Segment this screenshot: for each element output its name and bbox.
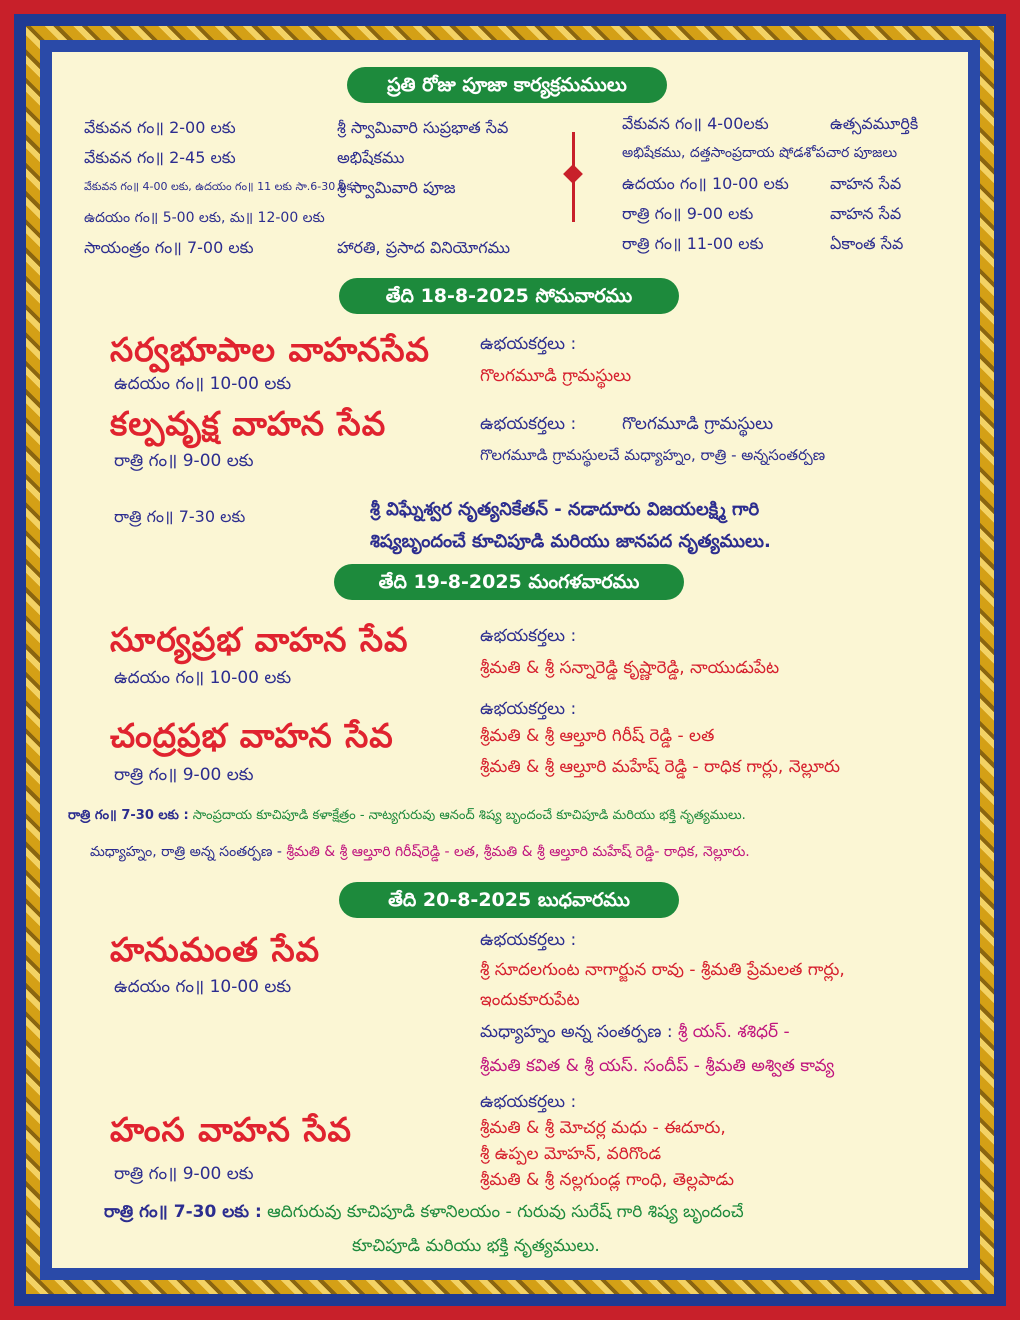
- day2-seva2-sponsor-label: ఉభయకర్తలు :: [480, 699, 577, 719]
- daily-left-time: సాయంత్రం గం॥ 7-00 లకు: [84, 238, 254, 257]
- day2-seva2-title: చంద్రప్రభ వాహన సేవ: [110, 716, 394, 755]
- day1-seva2-note: గొలగమూడి గ్రామస్థులచే మధ్యాహ్నం, రాత్రి - అన్నసంతర్పణ: [480, 446, 826, 464]
- day3-dance-text1: ఆదిగురువు కూచిపూడి కళానిలయం - గురువు సురేష్ గారి శిష్య బృందంచే: [267, 1202, 744, 1222]
- day1-seva1-sponsor-label: ఉభయకర్తలు :: [480, 334, 577, 354]
- day3-anna-label: మధ్యాహ్నం అన్న సంతర్పణ :: [480, 1022, 673, 1042]
- day1-header: తేది 18-8-2025 సోమవారము: [339, 278, 679, 314]
- day1-dance-line2: శిష్యబృందంచే కూచిపూడి మరియు జానపద నృత్యములు.: [370, 531, 771, 552]
- daily-right-event: ఏకాంత సేవ: [830, 234, 904, 253]
- day3-seva1-sponsor-label: ఉభయకర్తలు :: [480, 930, 577, 950]
- daily-right-event: వాహన సేవ: [830, 174, 902, 193]
- day2-seva1-title: సూర్యప్రభ వాహన సేవ: [110, 620, 409, 659]
- daily-right-event: వాహన సేవ: [830, 204, 902, 223]
- day2-anna-text: శ్రీమతి & శ్రీ ఆల్తూరి గిరీష్‌రెడ్డి - లత, శ్రీమతి & శ్రీ ఆల్తూరి మహేష్ రెడ్డి- రాధిక, నెల్లూరు.: [286, 844, 750, 860]
- day3-header: తేది 20-8-2025 బుధవారము: [339, 882, 679, 918]
- daily-left-event: శ్రీ స్వామివారి పూజ: [337, 178, 456, 197]
- daily-right-time: రాత్రి గం॥ 9-00 లకు: [622, 204, 754, 223]
- day3-seva2-sponsor2: శ్రీ ఉప్పల మోహన్, వరిగొండ: [480, 1144, 662, 1164]
- paper: [52, 52, 968, 1268]
- daily-left-time: ఉదయం గం॥ 5-00 లకు, మ॥ 12-00 లకు: [84, 210, 325, 226]
- day2-anna-label: మధ్యాహ్నం, రాత్రి అన్న సంతర్పణ -: [90, 844, 282, 860]
- daily-right-time: రాత్రి గం॥ 11-00 లకు: [622, 234, 764, 253]
- daily-right-time: వేకువన గం॥ 4-00లకు: [622, 114, 769, 133]
- day3-dance-line1: [104, 1202, 744, 1226]
- day3-seva1-sponsor2: ఇందుకూరుపేట: [480, 990, 580, 1010]
- day1-seva2-title: కల్పవృక్ష వాహన సేవ: [110, 404, 387, 443]
- daily-left-event: హారతి, ప్రసాద వినియోగము: [337, 238, 511, 257]
- day3-seva2-time: రాత్రి గం॥ 9-00 లకు: [114, 1164, 254, 1184]
- daily-header: ప్రతి రోజు పూజా కార్యక్రమములు: [347, 67, 667, 103]
- daily-left-event: అభిషేకము: [337, 148, 405, 167]
- divider-ornament: [563, 164, 583, 184]
- day1-seva2-time: రాత్రి గం॥ 9-00 లకు: [114, 451, 254, 471]
- day2-header: తేది 19-8-2025 మంగళవారము: [334, 564, 684, 600]
- day2-dance-time: రాత్రి గం॥ 7-30 లకు :: [68, 808, 189, 823]
- day2-seva1-time: ఉదయం గం॥ 10-00 లకు: [114, 668, 292, 688]
- day3-seva1-title: హనుమంత సేవ: [110, 930, 321, 969]
- day2-seva2-time: రాత్రి గం॥ 9-00 లకు: [114, 765, 254, 785]
- daily-right-event: ఉత్సవమూర్తికి: [830, 114, 919, 133]
- day1-seva1-sponsor: గొలగమూడి గ్రామస్థులు: [480, 366, 632, 386]
- daily-left-time: వేకువన గం॥ 4-00 లకు, ఉదయం గం॥ 11 లకు సా.6-30 లకు: [84, 180, 357, 193]
- day3-seva2-sponsor3: శ్రీమతి & శ్రీ నల్లగుండ్ల గాంధి, తెల్లపాడు: [480, 1170, 734, 1190]
- day3-seva2-sponsor1: శ్రీమతి & శ్రీ మోచర్ల మధు - ఈదూరు,: [480, 1118, 726, 1138]
- day2-seva1-sponsor-label: ఉభయకర్తలు :: [480, 626, 577, 646]
- day3-dance-time: రాత్రి గం॥ 7-30 లకు :: [104, 1202, 262, 1222]
- day3-seva2-sponsor-label: ఉభయకర్తలు :: [480, 1092, 577, 1112]
- day2-seva2-sponsor1: శ్రీమతి & శ్రీ ఆల్తూరి గిరీష్ రెడ్డి - లత: [480, 726, 715, 746]
- daily-right-time: అభిషేకము, దత్తసాంప్రదాయ షోడశోపచార పూజలు: [622, 145, 898, 161]
- day3-anna-line1: [480, 1022, 790, 1046]
- day3-anna-text2: శ్రీమతి కవిత & శ్రీ యస్. సందీప్ - శ్రీమతి అశ్విత కావ్య: [480, 1056, 835, 1076]
- day3-seva1-time: ఉదయం గం॥ 10-00 లకు: [114, 977, 292, 997]
- day1-seva1-title: సర్వభూపాల వాహనసేవ: [110, 330, 430, 369]
- daily-right-time: ఉదయం గం॥ 10-00 లకు: [622, 174, 789, 193]
- day1-seva1-time: ఉదయం గం॥ 10-00 లకు: [114, 374, 292, 394]
- day3-seva2-title: హంస వాహన సేవ: [110, 1110, 353, 1149]
- daily-left-time: వేకువన గం॥ 2-45 లకు: [84, 148, 236, 167]
- day1-seva2-sponsor: గొలగమూడి గ్రామస్థులు: [622, 414, 774, 434]
- day2-anna-line: [90, 844, 750, 863]
- daily-left-event: శ్రీ స్వామివారి సుప్రభాత సేవ: [337, 118, 509, 137]
- day2-seva1-sponsor: శ్రీమతి & శ్రీ సన్నారెడ్డి కృష్ణారెడ్డి, నాయుడుపేట: [480, 658, 780, 678]
- day2-seva2-sponsor2: శ్రీమతి & శ్రీ ఆల్తూరి మహేష్ రెడ్డి - రాధిక గార్లు, నెల్లూరు: [480, 757, 840, 777]
- day1-dance-time: రాత్రి గం॥ 7-30 లకు: [114, 507, 246, 526]
- daily-left-time: వేకువన గం॥ 2-00 లకు: [84, 118, 236, 137]
- day3-anna-text1: శ్రీ యస్. శశిధర్ -: [678, 1022, 790, 1042]
- day2-dance-text: సాంప్రదాయ కూచిపూడి కళాక్షేత్రం - నాట్యగురువు ఆనంద్ శిష్య బృందంచే కూచిపూడి మరియు భక్తి నృత్యములు.: [192, 808, 746, 823]
- day1-dance-line1: శ్రీ విఘ్నేశ్వర నృత్యనికేతన్ - నడాదూరు విజయలక్ష్మి గారి: [370, 499, 760, 520]
- day2-dance-line: [68, 808, 746, 826]
- day3-seva1-sponsor1: శ్రీ సూదలగుంట నాగార్జున రావు - శ్రీమతి ప్రేమలత గార్లు,: [480, 960, 845, 980]
- day3-dance-text2: కూచిపూడి మరియు భక్తి నృత్యములు.: [352, 1236, 600, 1256]
- day1-seva2-sponsor-label: ఉభయకర్తలు :: [480, 414, 577, 434]
